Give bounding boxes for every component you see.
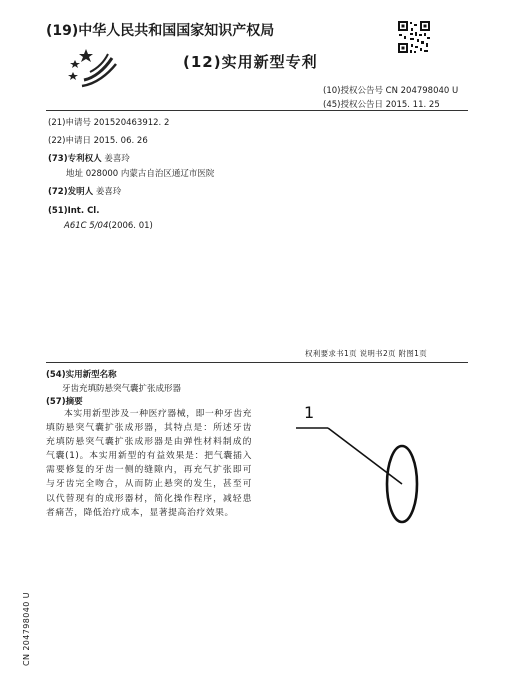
figure-ref-label: 1 [304,403,315,422]
patentee-label: (73)专利权人 [48,154,102,164]
filing-date: (22)申请日 2015. 06. 26 [48,136,148,146]
ipc-line [64,221,153,231]
title-label: (54)实用新型名称 [46,370,117,380]
abstract-figure [296,398,426,528]
patentee-line [48,152,130,164]
abstract-label: (57)摘要 [46,397,83,407]
inventor-label: (72)发明人 [48,187,94,197]
side-publication-number: CN 204798040 U [22,592,31,666]
ipc-label: (51)Int. Cl. [48,206,100,216]
abstract-text: 本实用新型涉及一种医疗器械，即一种牙齿充填防悬突气囊扩张成形器，其特点是：所述牙齿充填防悬突气囊扩张成形器是由弹性材料制成的气囊(1)。本实用新型的有益效果是：把气囊插入需要修复的牙齿一侧的缝隙内，再充气扩张即可与牙齿完全吻合，从而防止悬突的发生，甚至可以代替现有的成形器材，简化操作程序，减轻患者痛苦，降低治疗成本，显著提高治疗效果。 [46,409,252,518]
address-line [66,167,214,179]
utility-model-title: 牙齿充填防悬突气囊扩张成形器 [62,384,182,394]
page-counts: 权利要求书1页 说明书2页 附图1页 [305,349,427,358]
address-label: 地址 [66,169,84,179]
ipc-code: A61C 5/04 [64,221,109,231]
inventor-line [48,185,121,197]
header-rule [46,110,468,111]
body-rule [46,362,468,363]
office-name: (19)中华人民共和国国家知识产权局 [46,23,275,39]
application-number: (21)申请号 201520463912. 2 [48,118,170,128]
ipc-version: (2006. 01) [108,221,153,231]
inventor-name: 姜喜玲 [95,187,122,197]
cnipa-logo-icon [66,44,118,90]
publication-number: (10)授权公告号 CN 204798040 U [323,86,459,96]
document-type-title: (12)实用新型专利 [183,53,318,71]
address-value: 028000 内蒙古自治区通辽市医院 [85,169,215,179]
publication-date: (45)授权公告日 2015. 11. 25 [323,100,440,110]
qr-code-icon [397,20,431,54]
patentee-name: 姜喜玲 [104,154,130,164]
